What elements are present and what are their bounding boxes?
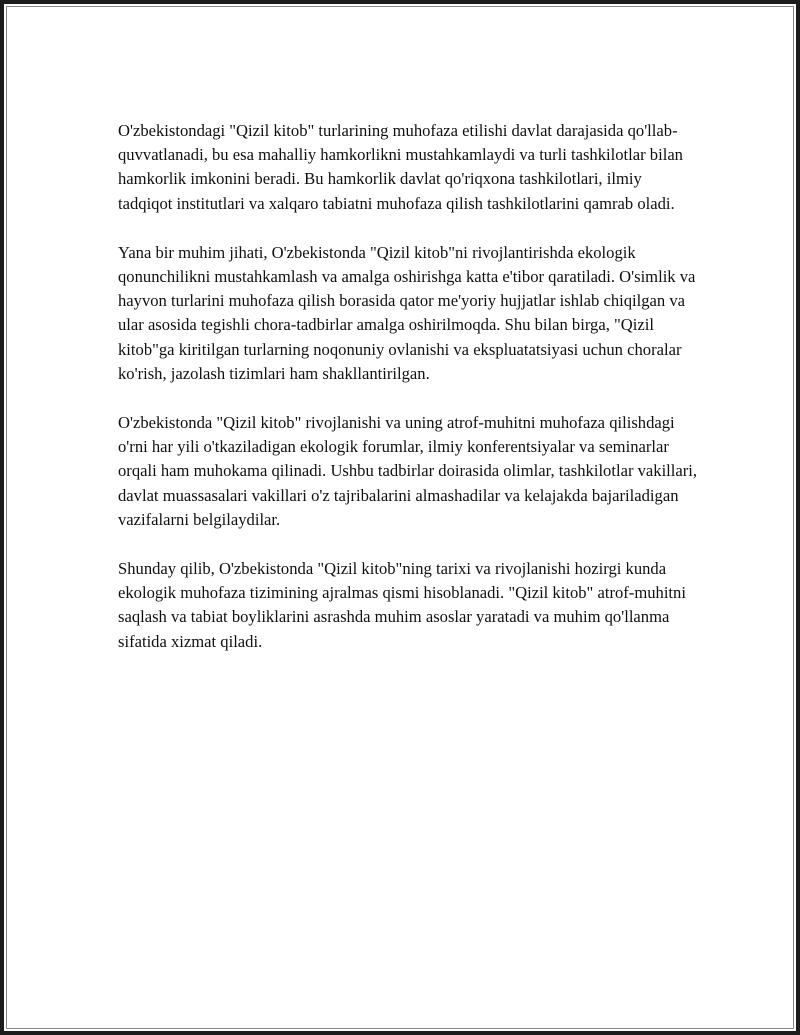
paragraph-4: Shunday qilib, O'zbekistonda "Qizil kitob"ning tarixi va rivojlanishi hozirgi kunda ekologik muhofaza tizimining ajralmas qismi hisoblanadi. "Qizil kitob" atrof-muhitni saqlash va tabiat boyliklarini asrashda muhim asoslar yaratadi va muhim qo'llanma sifatida xizmat qiladi.	[118, 559, 686, 651]
paragraph-3: O'zbekistonda "Qizil kitob" rivojlanishi va uning atrof-muhitni muhofaza qilishdagi o'rni har yili o'tkaziladigan ekologik forumlar, ilmiy konferentsiyalar va seminarlar orqali ham muhokama qilinadi. Ushbu tadbirlar doirasida olimlar, tashkilotlar vakillari, davlat muassasalari vakillari o'z tajribalarini almashadilar va kelajakda bajariladigan vazifalarni belgilaydilar.	[118, 413, 698, 529]
document-body	[118, 119, 698, 679]
paragraph-1: O'zbekistondagi "Qizil kitob" turlarining muhofaza etilishi davlat darajasida qo'llab-quvvatlanadi, bu esa mahalliy hamkorlikni mustahkamlaydi va turli tashkilotlar bilan hamkorlik imkonini beradi. Bu hamkorlik davlat qo'riqxona tashkilotlari, ilmiy tadqiqot institutlari va xalqaro tabiatni muhofaza qilish tashkilotlarini qamrab oladi.	[118, 121, 683, 213]
paragraph-2: Yana bir muhim jihati, O'zbekistonda "Qizil kitob"ni rivojlantirishda ekologik qonunchilikni mustahkamlash va amalga oshirishga katta e'tibor qaratiladi. O'simlik va hayvon turlarini muhofaza qilish borasida qator me'yoriy hujjatlar ishlab chiqilgan va ular asosida tegishli chora-tadbirlar amalga oshirilmoqda. Shu bilan birga, "Qizil kitob"ga kiritilgan turlarning noqonuniy ovlanishi va ekspluatatsiyasi uchun choralar ko'rish, jazolash tizimlari ham shakllantirilgan.	[118, 242, 696, 383]
